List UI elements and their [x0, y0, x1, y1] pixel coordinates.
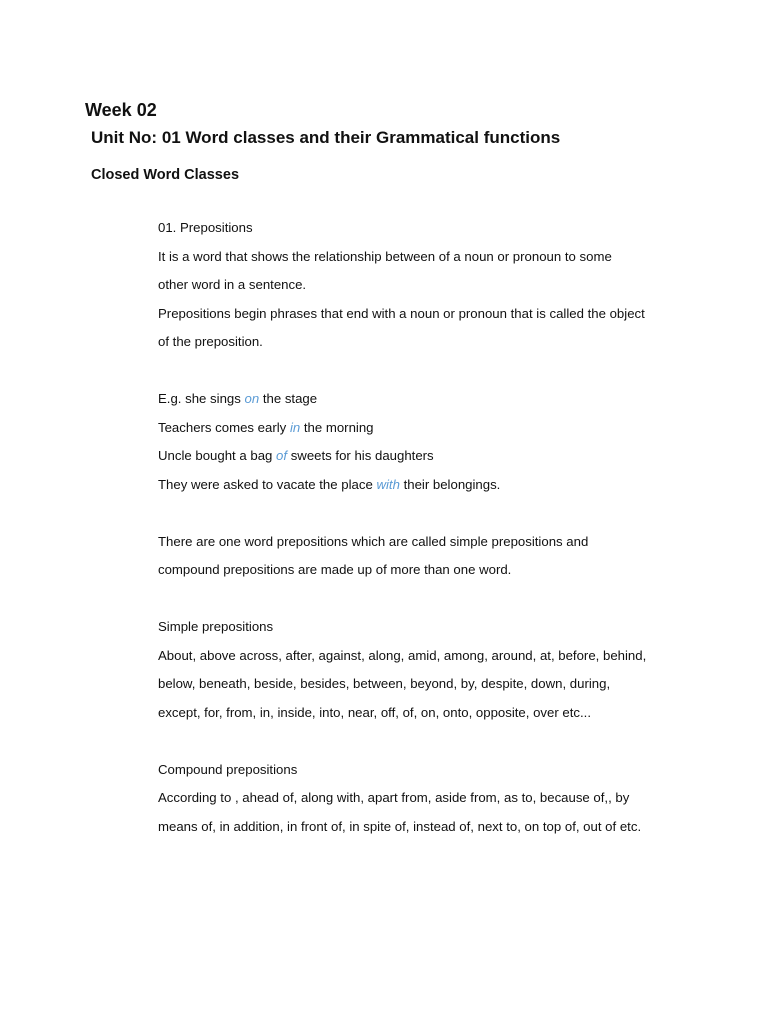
object-line: of the preposition.	[158, 334, 263, 349]
simple-prepositions-list: except, for, from, in, inside, into, near, off, of, on, onto, opposite, over etc...	[158, 704, 591, 720]
example-text: sweets for his daughters	[287, 448, 434, 463]
prepositions-title: 01. Prepositions	[158, 220, 253, 235]
example-line	[158, 414, 718, 443]
object-line: Prepositions begin phrases that end with a noun or pronoun that is called the object	[158, 305, 645, 321]
document-body	[158, 214, 718, 841]
example-preposition: of	[276, 448, 288, 463]
example-text: their belongings.	[399, 476, 501, 492]
example-preposition: in	[289, 419, 301, 435]
week-heading: Week 02	[85, 100, 157, 120]
example-text: the stage	[259, 391, 318, 406]
example-preposition: with	[376, 476, 400, 492]
simple-prepositions-list: below, beneath, beside, besides, between, beyond, by, despite, down, during,	[158, 676, 611, 691]
example-line	[158, 385, 718, 414]
simple-prepositions-title: Simple prepositions	[158, 619, 274, 634]
definition-line: other word in a sentence.	[158, 277, 307, 292]
example-text: Uncle bought a bag	[158, 448, 277, 463]
spacer	[158, 499, 718, 528]
example-text: Teachers comes early	[158, 419, 290, 435]
types-line: compound prepositions are made up of more than one word.	[158, 562, 512, 577]
unit-title: Unit No: 01 Word classes and their Grammatical functions	[91, 128, 561, 147]
simple-prepositions-list: About, above across, after, against, along, amid, among, around, at, before, behind,	[158, 647, 647, 663]
section-heading: Closed Word Classes	[91, 167, 240, 183]
example-text: They were asked to vacate the place	[158, 476, 377, 492]
example-text: E.g. she sings	[158, 391, 245, 406]
definition-line: It is a word that shows the relationship between of a noun or pronoun to some	[158, 248, 612, 264]
types-line: There are one word prepositions which are called simple prepositions and	[158, 533, 589, 549]
spacer	[158, 585, 718, 614]
example-line	[158, 442, 718, 471]
compound-prepositions-title: Compound prepositions	[158, 761, 298, 777]
example-line	[158, 471, 718, 500]
compound-prepositions-list: means of, in addition, in front of, in spite of, instead of, next to, on top of, out of etc.	[158, 818, 642, 834]
spacer	[158, 357, 718, 386]
spacer	[158, 727, 718, 756]
example-text: the morning	[300, 419, 374, 435]
compound-prepositions-list: According to , ahead of, along with, apart from, aside from, as to, because of,, by	[158, 790, 630, 805]
example-preposition: on	[244, 391, 260, 406]
